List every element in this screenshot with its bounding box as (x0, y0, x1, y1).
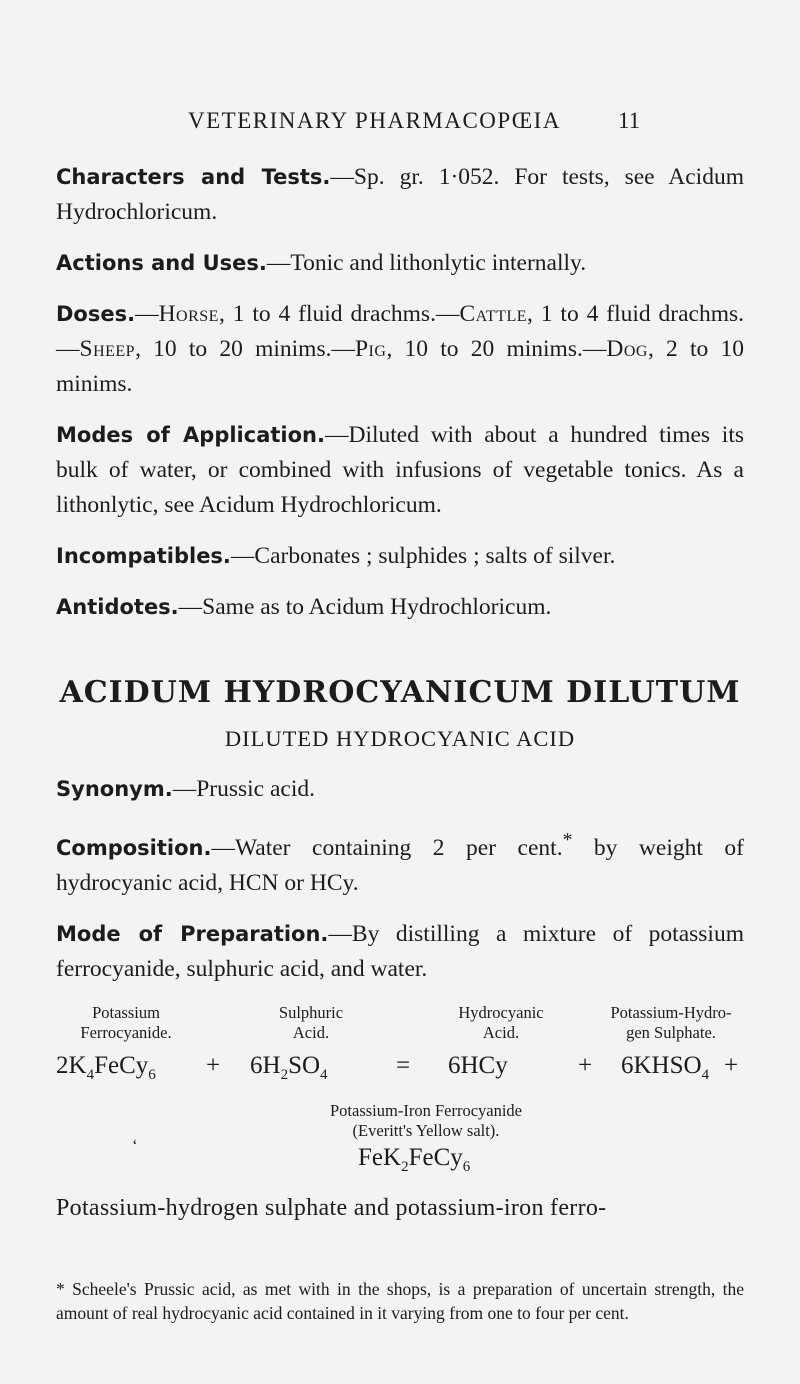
formula-subscript: 4 (320, 1066, 328, 1083)
formula-part: 6H (250, 1051, 281, 1079)
label-line: Hydrocyanic (458, 1002, 544, 1022)
dose-animal-pig: Pig (354, 336, 387, 362)
formula-potassium-ferrocyanide (56, 1051, 156, 1090)
formula-subscript: 4 (86, 1066, 95, 1083)
synonym-heading: Synonym. (56, 777, 173, 801)
equals-sign: = (396, 1051, 411, 1079)
actions-text: —Tonic and lithonlytic internally. (266, 250, 587, 276)
footnote-mark: * (56, 1278, 65, 1299)
modes-heading: Modes of Application. (56, 423, 325, 447)
antidotes-text: —Same as to Acidum Hydrochloricum. (178, 594, 552, 620)
continuation-line: Potassium-hydrogen sulphate and potassium-iron ferro- (56, 1194, 607, 1221)
modes-text: —Diluted with about a hundred times its bulk of water, or combined with infusions of vegetable tonics. As a lithonlytic, see Acidum Hydrochloricum. (56, 422, 744, 518)
dose-animal-sheep: Sheep (79, 336, 136, 362)
preparation-heading: Mode of Preparation. (56, 921, 329, 946)
synonym-text: —Prussic acid. (172, 776, 315, 802)
composition-heading: Composition. (56, 835, 212, 860)
plus-sign: + (724, 1051, 739, 1079)
synonym-paragraph (56, 772, 744, 807)
running-header (0, 108, 800, 142)
dose-horse: , 1 to 4 fluid drachms.— (218, 301, 460, 327)
dose-animal-horse: Horse (158, 301, 219, 327)
composition-paragraph (56, 823, 744, 901)
footnote-reference: * (562, 830, 573, 851)
characters-text: —Sp. gr. 1·052. For tests, see Acidum Hydrochloricum. (56, 164, 744, 225)
formula-part: FeCy (94, 1051, 149, 1079)
label-line: Acid. (292, 1022, 330, 1042)
modes-paragraph (56, 418, 744, 523)
formula-part: SO (288, 1051, 321, 1079)
characters-paragraph (56, 160, 744, 230)
doses-heading: Doses. (56, 302, 136, 326)
section-subtitle: DILUTED HYDROCYANIC ACID (224, 726, 576, 751)
formula-subscript: 6 (148, 1066, 156, 1083)
actions-paragraph (56, 246, 744, 281)
dose-animal-cattle: Cattle (459, 301, 528, 327)
label-line: Ferrocyanide. (80, 1022, 172, 1042)
chemical-equation (56, 1003, 744, 1249)
page-number: 11 (618, 108, 641, 133)
product-label-3 (296, 1101, 556, 1141)
incompatibles-heading: Incompatibles. (56, 544, 231, 568)
page-body (56, 160, 744, 1325)
composition-text-b: by weight of hydrocyanic acid, HCN or HCy. (56, 834, 744, 896)
footnote-text: Scheele's Prussic acid, as met with in the shops, is a preparation of uncertain strength, the amount of real hydrocyanic acid contained in it varying from one to four per cent. (56, 1278, 744, 1323)
actions-heading: Actions and Uses. (56, 251, 267, 275)
stray-mark: ʻ (132, 1135, 138, 1155)
antidotes-heading: Antidotes. (56, 595, 179, 619)
plus-sign: + (206, 1051, 221, 1079)
footnote (56, 1277, 744, 1325)
section-title: ACIDUM HYDROCYANICUM DILUTUM (59, 675, 741, 710)
label-line: Potassium (92, 1002, 160, 1022)
dose-sheep: , 10 to 20 minims.— (135, 336, 355, 362)
reactant-label-2 (241, 1003, 381, 1043)
formula-subscript: 6 (462, 1158, 471, 1175)
product-label-2 (596, 1003, 746, 1043)
formula-part: 2K (56, 1051, 87, 1079)
reactant-label-1 (56, 1003, 196, 1043)
formula-part: 6KHSO (621, 1051, 702, 1079)
formula-part: FeCy (408, 1143, 463, 1171)
running-title: VETERINARY PHARMACOPŒIA (188, 108, 561, 133)
characters-heading: Characters and Tests. (56, 165, 331, 189)
dose-dog: , 2 to 10 minims. (56, 336, 744, 397)
dose-cattle: , 1 to 4 fluid drachms.— (56, 301, 745, 362)
label-line: Potassium-Hydro- (610, 1002, 732, 1022)
doses-dash: — (135, 301, 159, 327)
formula-potassium-iron-ferrocyanide (358, 1143, 470, 1182)
incompatibles-paragraph (56, 539, 744, 574)
formula-subscript: 4 (701, 1066, 710, 1083)
dose-animal-dog: Dog (606, 336, 648, 362)
formula-hydrocyanic-acid (448, 1051, 508, 1081)
product-label-1 (431, 1003, 571, 1043)
doses-paragraph (56, 297, 744, 402)
label-line: (Everitt's Yellow salt). (352, 1120, 500, 1140)
formula-subscript: 2 (401, 1158, 409, 1175)
label-line: Potassium-Iron Ferrocyanide (330, 1100, 522, 1120)
label-line: Acid. (482, 1022, 520, 1042)
formula-potassium-hydrogen-sulphate (621, 1051, 709, 1090)
antidotes-paragraph (56, 590, 744, 625)
incompatibles-text: —Carbonates ; sulphides ; salts of silver. (230, 543, 616, 569)
label-line: gen Sulphate. (626, 1022, 716, 1042)
formula-part: FeK (358, 1143, 402, 1171)
composition-text-a: —Water containing 2 per cent. (211, 834, 563, 861)
preparation-paragraph (56, 917, 744, 987)
preparation-text: —By distilling a mixture of potassium ferrocyanide, sulphuric acid, and water. (56, 920, 744, 982)
formula-subscript: 2 (280, 1066, 289, 1083)
formula-sulphuric-acid (250, 1051, 328, 1090)
plus-sign: + (578, 1051, 593, 1079)
formula-part: 6HCy (448, 1051, 508, 1079)
label-line: Sulphuric (278, 1002, 344, 1022)
dose-pig: , 10 to 20 minims.— (386, 336, 607, 362)
